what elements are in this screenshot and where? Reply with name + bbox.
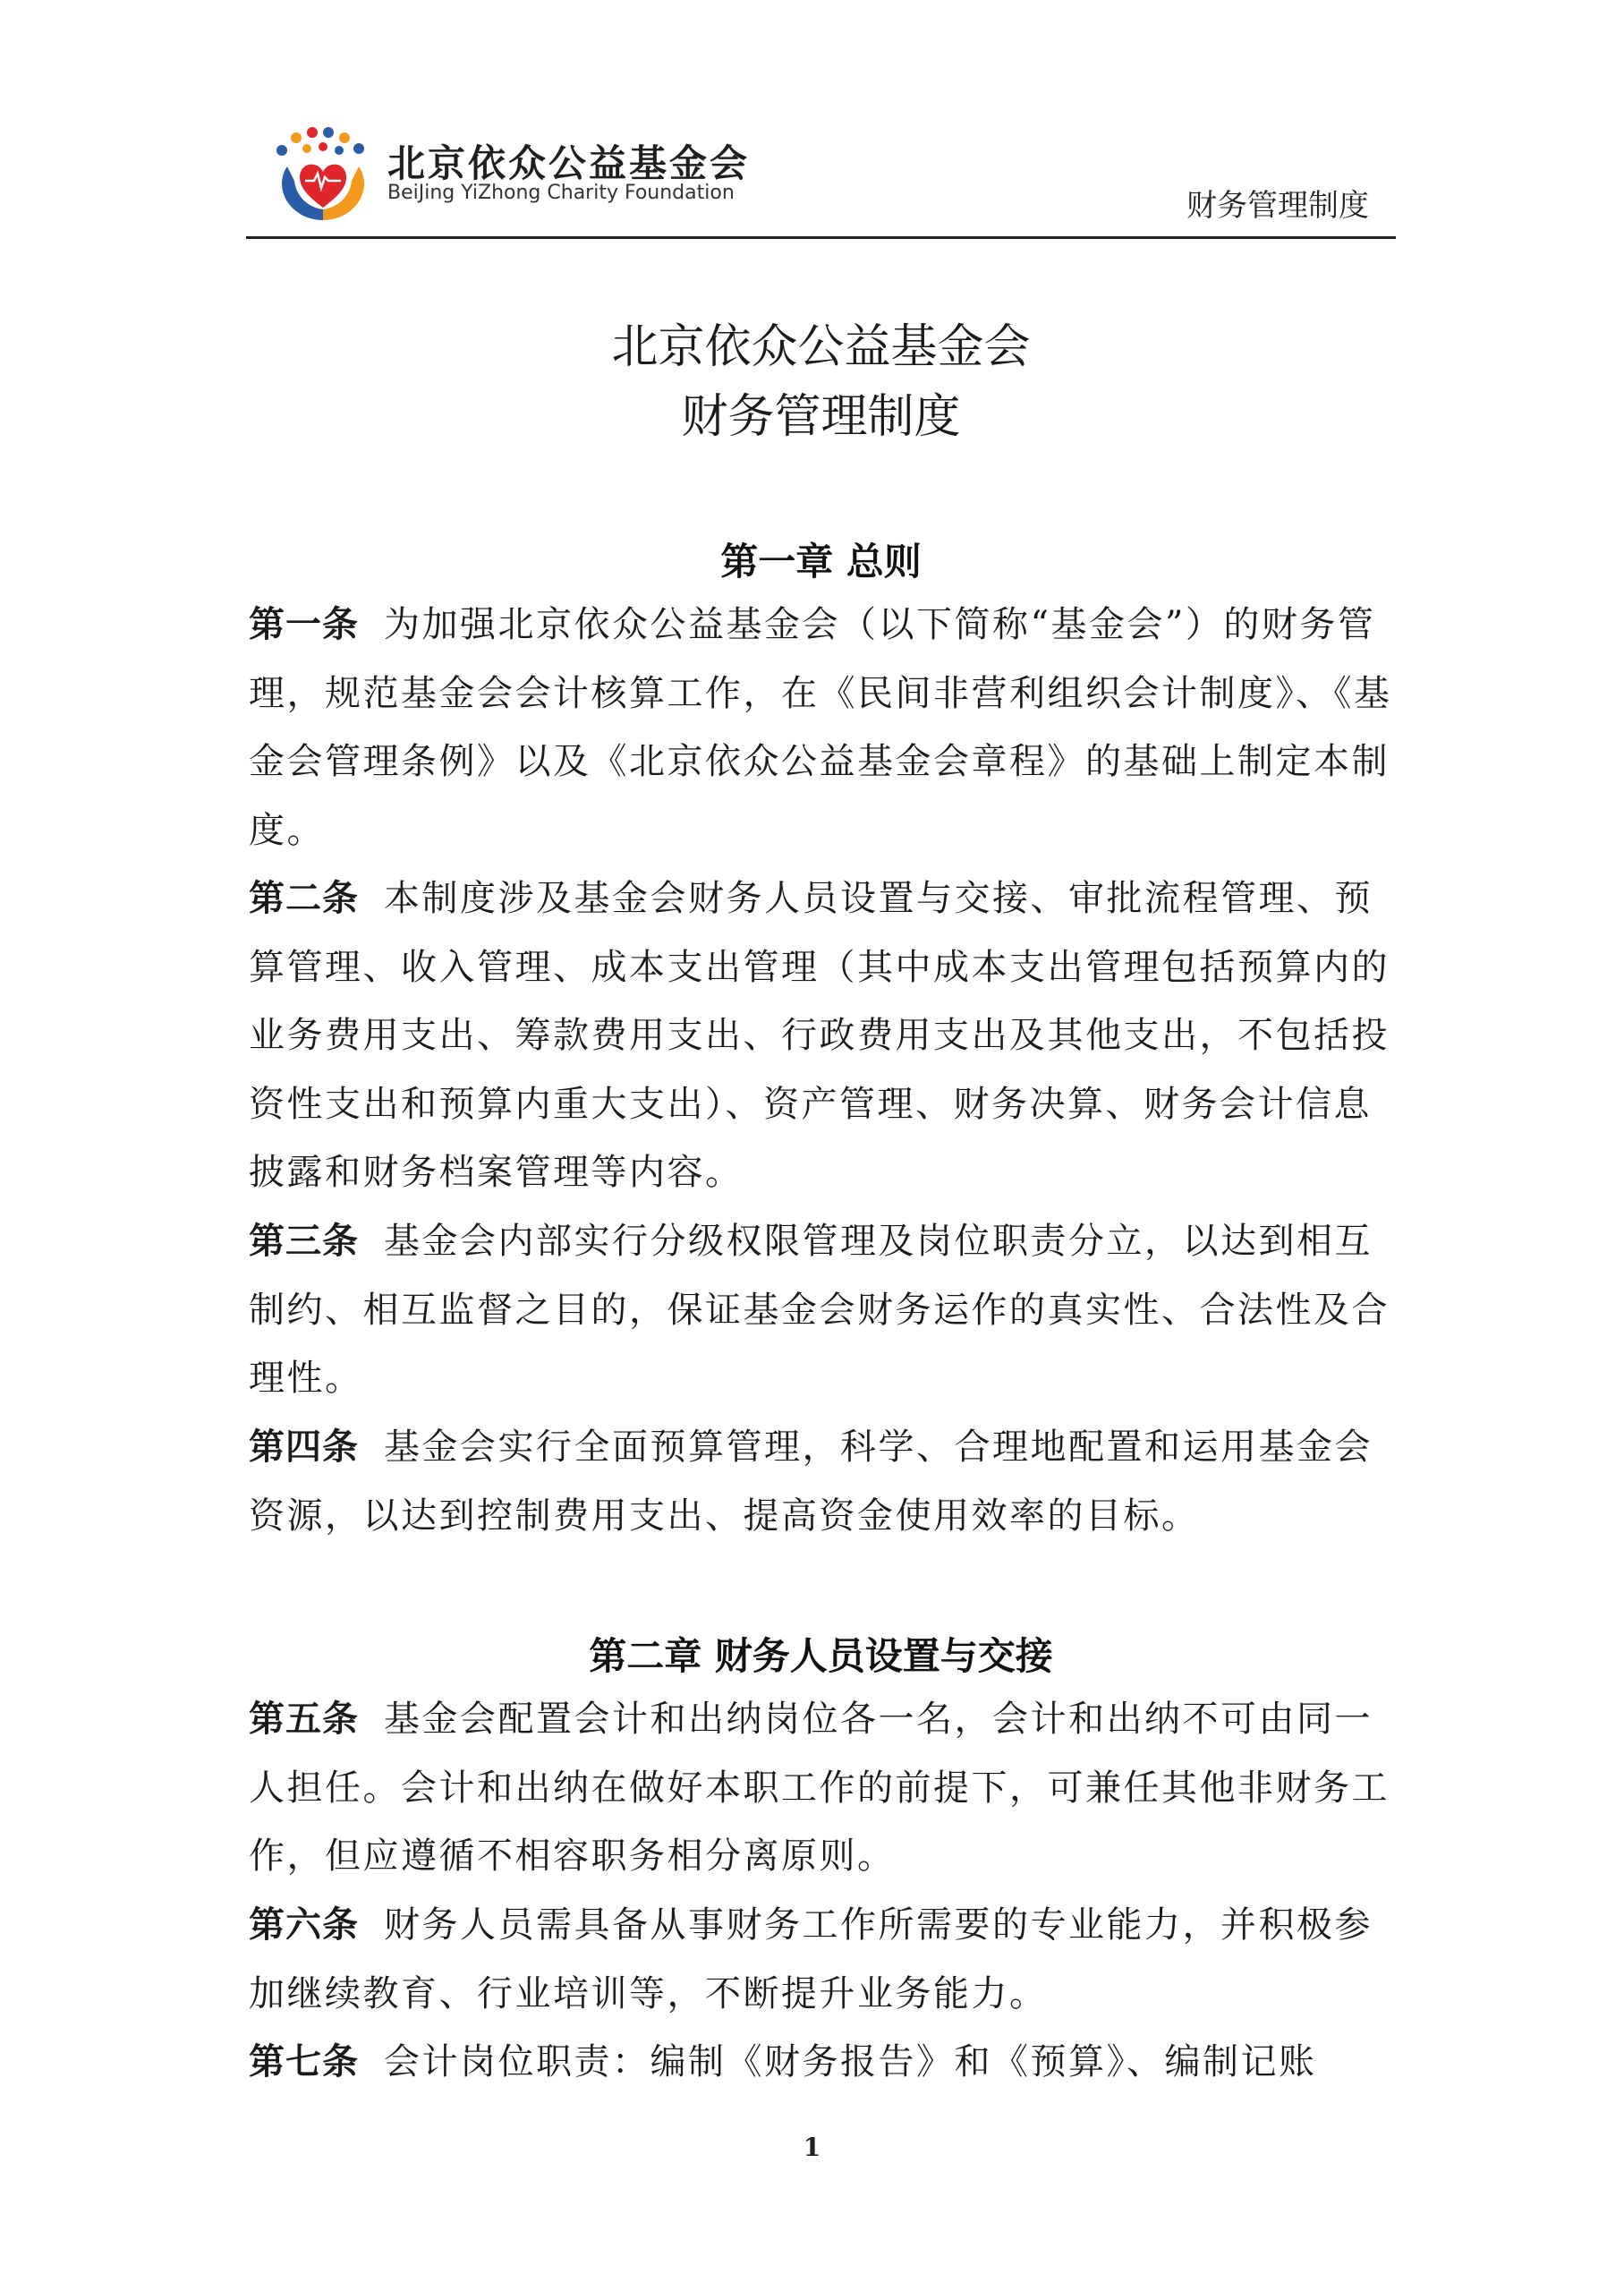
article-3-label: 第三条 [249, 1220, 359, 1262]
article-1 [249, 591, 1396, 864]
header-doc-label: 财务管理制度 [1186, 188, 1369, 224]
article-2-label: 第二条 [249, 877, 359, 919]
article-5 [249, 1685, 1396, 1891]
article-2-text: 本制度涉及基金会财务人员设置与交接、审批流程管理、预算管理、收入管理、成本支出管理（其中成本支出管理包括预算内的业务费用支出、筹款费用支出、行政费用支出及其他支出，不包括投资性支出和预算内重大支出）、资产管理、财务决算、财务会计信息披露和财务档案管理等内容。 [249, 878, 1390, 1193]
foundation-logo [269, 125, 751, 224]
article-1-text: 为加强北京依众公益基金会（以下简称“基金会”）的财务管理，规范基金会会计核算工作，在《民间非营利组织会计制度》、《基金会管理条例》以及《北京依众公益基金会章程》的基础上制定本制度。 [249, 604, 1392, 851]
article-6 [249, 1891, 1396, 2028]
article-6-text: 财务人员需具备从事财务工作所需要的专业能力，并积极参加继续教育、行业培训等，不断提升业务能力。 [249, 1904, 1373, 2014]
article-4-label: 第四条 [249, 1426, 359, 1468]
document-title-line1: 北京依众公益基金会 [611, 320, 1031, 374]
page-header [246, 125, 1396, 240]
article-4 [249, 1413, 1396, 1550]
article-7-text: 会计岗位职责：编制《财务报告》和《预算》、编制记账 [384, 2041, 1317, 2082]
foundation-logo-icon [269, 125, 377, 224]
article-1-label: 第一条 [249, 603, 359, 645]
article-3 [249, 1207, 1396, 1413]
article-4-text: 基金会实行全面预算管理，科学、合理地配置和运用基金会资源，以达到控制费用支出、提高资金使用效率的目标。 [249, 1427, 1373, 1537]
article-7 [249, 2028, 1396, 2097]
article-6-label: 第六条 [249, 1903, 359, 1946]
header-divider [246, 236, 1396, 239]
article-2 [249, 864, 1396, 1207]
article-5-label: 第五条 [249, 1698, 359, 1740]
chapter-2-heading: 第二章 财务人员设置与交接 [589, 1634, 1053, 1678]
article-3-text: 基金会内部实行分级权限管理及岗位职责分立，以达到相互制约、相互监督之目的，保证基金会财务运作的真实性、合法性及合理性。 [249, 1221, 1390, 1399]
logo-org-name-cn: 北京依众公益基金会 [387, 141, 751, 185]
article-7-label: 第七条 [249, 2040, 359, 2082]
page-number: 1 [803, 2133, 821, 2162]
article-5-text: 基金会配置会计和出纳岗位各一名，会计和出纳不可由同一人担任。会计和出纳在做好本职工作的前提下，可兼任其他非财务工作，但应遵循不相容职务相分离原则。 [249, 1699, 1390, 1877]
chapter-1-heading: 第一章 总则 [720, 540, 922, 583]
logo-org-name-en: BeiJing YiZhong Charity Foundation [387, 182, 735, 204]
document-title-line2: 财务管理制度 [681, 390, 961, 444]
